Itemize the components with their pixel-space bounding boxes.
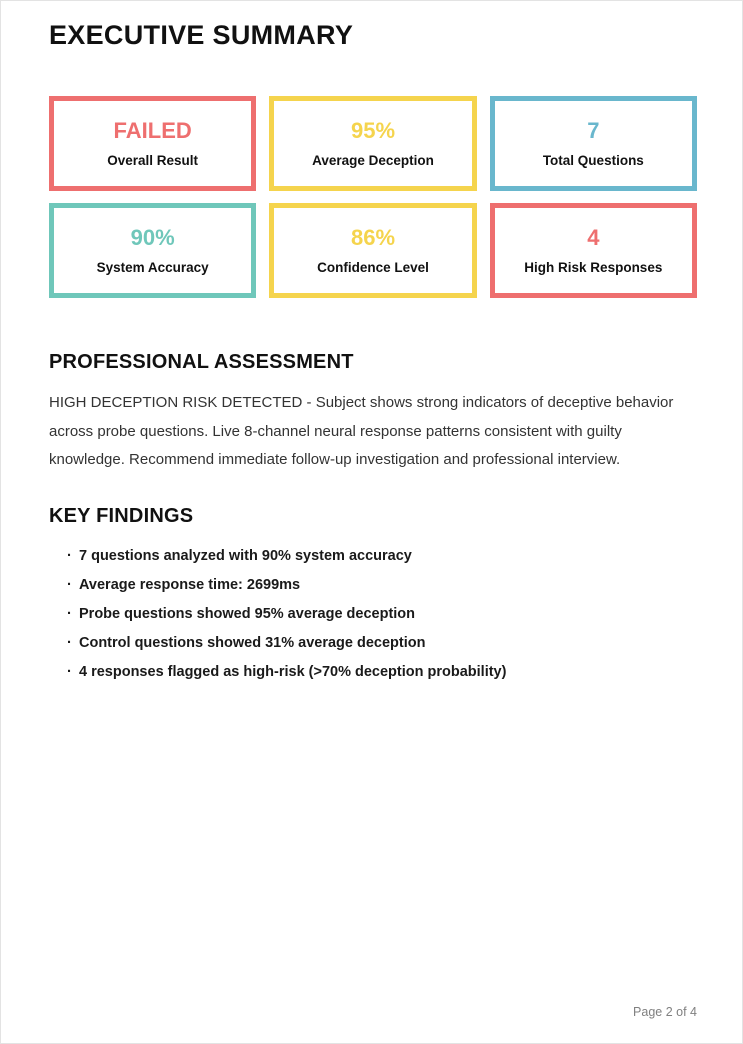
key-finding-item: · Probe questions showed 95% average deception (69, 600, 697, 629)
stat-card-overall-result (49, 96, 256, 191)
stat-value: 90% (130, 225, 175, 251)
stat-card-confidence-level (269, 203, 476, 298)
summary-stat-grid (49, 96, 697, 298)
stat-label: Total Questions (542, 152, 644, 168)
professional-assessment-heading: PROFESSIONAL ASSESSMENT (49, 351, 354, 373)
stat-label: Average Deception (312, 152, 434, 168)
stat-value: 4 (587, 225, 600, 251)
page-number: Page 2 of 4 (633, 1005, 697, 1019)
stat-card-system-accuracy (49, 203, 256, 298)
stat-label: Overall Result (107, 152, 199, 168)
stat-card-average-deception (269, 96, 476, 191)
stat-value: FAILED (113, 118, 192, 144)
professional-assessment-body: HIGH DECEPTION RISK DETECTED - Subject shows strong indicators of deceptive behavior across probe questions. Live 8-channel neural response patterns consistent with guilty knowledge. Recommend immediate follow-up investigation and professional interview. (49, 394, 674, 468)
key-findings-heading: KEY FINDINGS (49, 504, 194, 527)
stat-label: Confidence Level (317, 259, 429, 275)
key-finding-item: · 4 responses flagged as high-risk (>70% deception probability) (69, 658, 697, 687)
page-title: EXECUTIVE SUMMARY (49, 20, 354, 50)
stat-value: 95% (350, 118, 396, 144)
stat-label: System Accuracy (96, 259, 209, 275)
stat-value: 7 (587, 118, 600, 144)
stat-label: High Risk Responses (524, 259, 663, 275)
key-finding-item: · Control questions showed 31% average deception (69, 629, 697, 658)
key-finding-item: · 7 questions analyzed with 90% system accuracy (69, 542, 697, 571)
stat-card-total-questions (490, 96, 697, 191)
key-finding-item: · Average response time: 2699ms (69, 571, 697, 600)
stat-value: 86% (350, 225, 396, 251)
stat-card-high-risk-responses (490, 203, 697, 298)
key-findings-list (49, 542, 697, 687)
